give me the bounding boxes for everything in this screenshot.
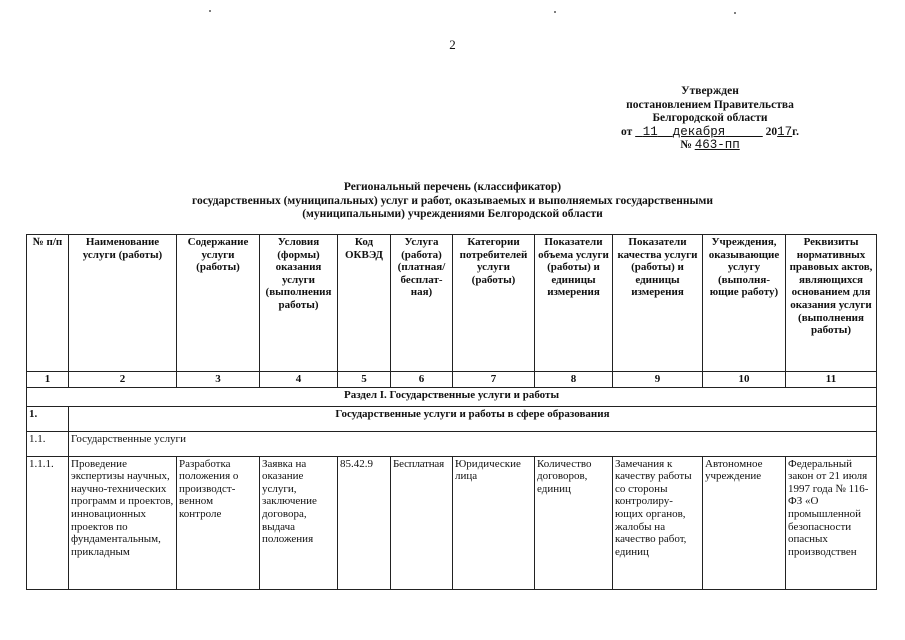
subsection-row [27, 406, 877, 431]
service-name: Проведение экспертизы научных, научно-технических программ и проектов, инновационных проектов по фундаментальным, прикладным [69, 456, 177, 589]
approval-number: № 463-пп [680, 138, 740, 152]
row-number: 1.1.1. [27, 456, 69, 589]
approval-number-value: 463-пп [694, 138, 740, 152]
header-cell: Наименование услуги (работы) [69, 235, 177, 372]
approval-stamp [600, 85, 820, 153]
table-row [27, 456, 877, 589]
date-prefix: от [621, 125, 633, 138]
column-number: 4 [260, 372, 338, 388]
column-number-row [27, 372, 877, 388]
volume-indicators: Количество договоров, единиц [535, 456, 613, 589]
title-line-1: Региональный перечень (классификатор) [343, 181, 562, 193]
header-cell: Услуга (работа) (платная/ бесплат-ная) [391, 235, 453, 372]
section-title: Раздел I. Государственные услуги и работы [27, 387, 877, 406]
header-cell: Код ОКВЭД [338, 235, 391, 372]
header-cell: № п/п [27, 235, 69, 372]
paid-status: Бесплатная [391, 456, 453, 589]
header-cell: Содержание услуги (работы) [177, 235, 260, 372]
sub-subsection-row [27, 431, 877, 456]
header-cell: Учреждения, оказывающие услугу (выполня-ющие работу) [703, 235, 786, 372]
header-cell: Реквизиты нормативных правовых актов, являющихся основанием для оказания услуги (выполнения работы) [786, 235, 877, 372]
consumer-category: Юридические лица [453, 456, 535, 589]
header-cell: Показатели объема услуги (работы) и единицы измерения [535, 235, 613, 372]
column-number: 7 [453, 372, 535, 388]
approval-line-3: Белгородской области [652, 112, 768, 124]
title-line-3: (муниципальными) учреждениями Белгородской области [302, 208, 603, 220]
quality-indicators: Замечания к качеству работы со стороны контролиру-ющих органов, жалобы на качество работ, единиц [613, 456, 703, 589]
classifier-table [26, 234, 877, 590]
column-number: 6 [391, 372, 453, 388]
column-number: 1 [27, 372, 69, 388]
sub-subsection-number: 1.1. [27, 431, 69, 456]
date-year-suffix: 17 [777, 124, 793, 139]
title-line-2: государственных (муниципальных) услуг и работ, оказываемых и выполняемых государственными [192, 194, 713, 207]
section-row [27, 387, 877, 406]
header-cell: Показатели качества услуги (работы) и единицы измерения [613, 235, 703, 372]
header-cell: Категории потребителей услуги (работы) [453, 235, 535, 372]
service-conditions: Заявка на оказание услуги, заключение договора, выдача положения [260, 456, 338, 589]
scan-speck [734, 12, 736, 14]
subsection-number: 1. [27, 406, 69, 431]
legal-acts: Федеральный закон от 21 июля 1997 года № 116-ФЗ «О промышленной безопасности опасных производствен [786, 456, 877, 589]
sub-subsection-title: Государственные услуги [69, 431, 877, 456]
column-number: 5 [338, 372, 391, 388]
column-number: 8 [535, 372, 613, 388]
column-number: 2 [69, 372, 177, 388]
date-day: 11 декабря [642, 124, 726, 139]
date-month: декабря [672, 124, 726, 139]
scan-speck [554, 11, 556, 13]
approval-date [600, 126, 820, 140]
document-title [80, 181, 825, 222]
okved-code: 85.42.9 [338, 456, 391, 589]
approval-line-1: Утвержден [681, 85, 739, 97]
header-row [27, 235, 877, 372]
institution-type: Автономное учреждение [703, 456, 786, 589]
column-number: 9 [613, 372, 703, 388]
subsection-title: Государственные услуги и работы в сфере образования [69, 406, 877, 431]
date-year-prefix: 20 [765, 125, 778, 138]
scan-speck [209, 10, 211, 12]
service-content: Разработка положения о производст-венном контроле [177, 456, 260, 589]
column-number: 10 [703, 372, 786, 388]
header-cell: Условия (формы) оказания услуги (выполнения работы) [260, 235, 338, 372]
approval-line-2: постановлением Правительства [626, 98, 794, 111]
column-number: 11 [786, 372, 877, 388]
column-number: 3 [177, 372, 260, 388]
date-suffix: г. [792, 125, 799, 138]
page-number: 2 [449, 37, 456, 52]
